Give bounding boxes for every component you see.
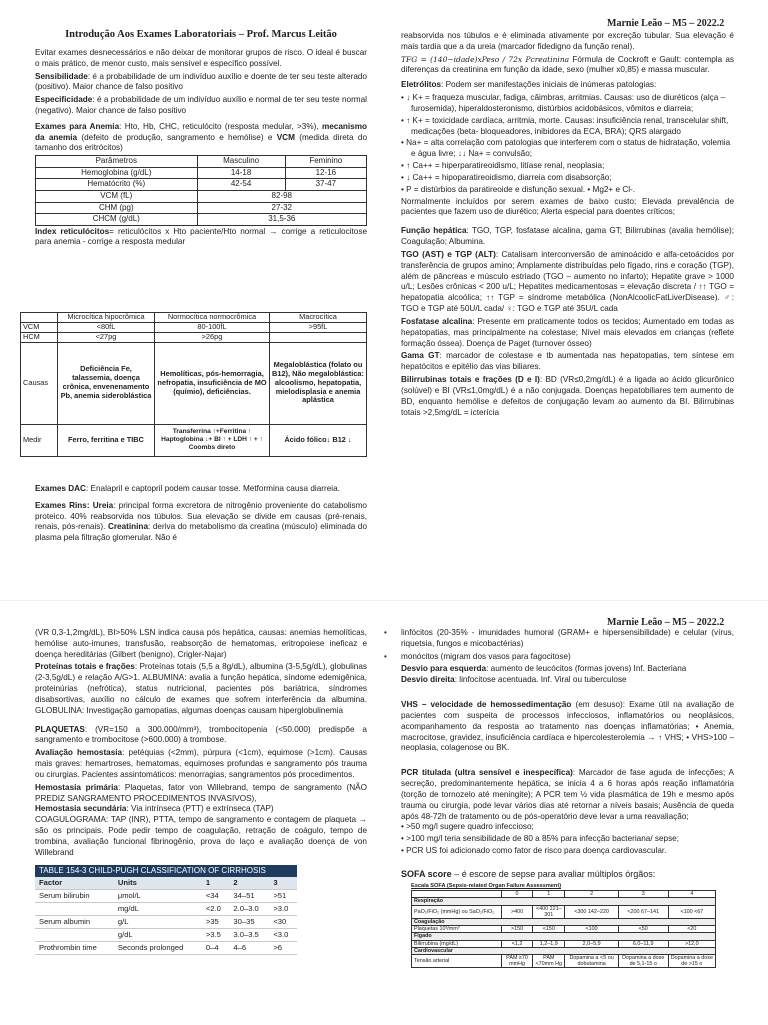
electrolytes-note: Normalmente incluídos por serem exames de baixo custo; Elevada prevalência de pacientes que fazem uso de diurético; Alerta especial para doentes críticos; — [401, 196, 734, 217]
sofa-caption: Escala SOFA (Sepsis-related Organ Failure Assessment) — [411, 882, 562, 889]
table-cell: Dopamina a dose de >15 o — [668, 954, 715, 967]
list-item: • ↓ K+ = fraqueza muscular, fadiga, câimbras, arritmias. Causas: uso de diuréticos (alça – furosemida), hiperaldosteronismo, distúrbios acidobásicos, vômitos e diarreia; — [401, 93, 726, 113]
table-header-cell: 2 — [565, 891, 618, 898]
table-row — [35, 877, 297, 890]
table-row — [36, 202, 367, 214]
table-cell: CHCM (g/dL) — [36, 214, 198, 226]
table-cell: Hemolíticas, pós-hemorragia, nefropatia, insuficiência de MO (químio), deficiências. — [155, 342, 270, 424]
table-header-cell: Normocítica normocrômica — [155, 313, 270, 323]
reference-values-table — [35, 155, 367, 225]
table-header-cell: 3 — [269, 877, 297, 890]
table-header-cell: 3 — [618, 891, 668, 898]
secondary-hemostasis: Hemostasia secundária: Via intrínseca (PTT) e extrínseca (TAP) — [35, 804, 274, 814]
table-cell: >400 — [502, 905, 533, 918]
table-row — [36, 167, 367, 179]
list-item: • ↑ Ca++ = hiperparatireoidismo, litíase renal, neoplasia; — [401, 161, 605, 171]
list-item: • PCR US foi adicionado como fator de risco para doença cardiovascular. — [401, 846, 667, 856]
tfg-formula: TFG = (140−idade)xPeso / 72x Pcreatinina — [401, 54, 570, 64]
table-cell: <50 — [618, 926, 668, 933]
table-cell: >51 — [269, 890, 297, 903]
table-cell: g/dL — [114, 929, 202, 942]
table-cell: 14-18 — [197, 167, 285, 179]
right-column — [401, 31, 734, 420]
table-row — [412, 947, 716, 954]
dac-paragraph: Exames DAC: Enalapril e captopril podem causar tosse. Metformina causa diarreia. — [35, 484, 340, 493]
table-cell: Transferrina ↑+Ferritina ↑ Haptoglobina ↓+ BI ↑ + LDH ↑ + ↑ Coombs direto — [155, 424, 270, 456]
platelets-paragraph: PLAQUETAS: (VR=150 a 300.000/mm³), trombocitopenia (<50.000) predispõe a sangramento e trombocitose (>600.000) à trombose. — [35, 724, 367, 745]
table-cell: Serum bilirubin — [35, 890, 114, 903]
table-cell: <34 — [202, 890, 230, 903]
creatinine-continued: reabsorvida nos túbulos e é eliminada ativamente por excreção tubular. Sua elevação é mais tardia que a da ureia (marcador fidedigno da função renal). — [401, 31, 734, 51]
table-cell: >3.5 — [202, 929, 230, 942]
proteins-paragraph: Proteínas totais e frações: Proteínas totais (5,5 a 8g/dL), albumina (3-5,5g/dL), globulinas (2-3,5g/dL) e relação A/G>1. ALBUMINA: avalia a função hepática, síndome edemigênica, proteinúrias (nefrótica), status nutricional, pacientes pós bariátrica, síndromes disabsortivas, auxílio no cálculo de exames que sofrem interferência da albumina. GLOBULINA: Investigação gamopatias, algumas doenças causam hiperglobulinemia — [35, 662, 367, 715]
section-label: Cardiovascular — [412, 947, 716, 954]
bilirubin-paragraph: Bilirrubinas totais e frações (D e I): BD (VR≤0,2mg/dL) é a ligada ao ácido glicurônico (solúvel) e BI (VR≤1,0mg/dL) é a não conjugada. Doenças hepatobiliares tem aumento de BD, enquanto hemólise e defeitos de conjugação levam ao aumento da BI. Bilirrubinas totais >2,5mg/dL = icterícia — [401, 375, 734, 417]
table-row — [21, 424, 367, 456]
table-header-cell: 4 — [668, 891, 715, 898]
table-cell — [35, 903, 114, 916]
table-header-cell: Feminino — [285, 156, 366, 168]
page-header: Marnie Leão – M5 – 2022.2 — [607, 617, 725, 628]
reticulocyte-paragraph: Index reticulócitos= reticulócitos x Hto paciente/Hto normal → corrige a reticulocitose para anemia - corrige a resposta medular — [35, 226, 367, 247]
table-header-cell: Factor — [35, 877, 114, 890]
table-row — [412, 918, 716, 925]
table-cell: 82-98 — [197, 190, 366, 202]
table-title: TABLE 154-3 CHILD-PUGH CLASSIFICATION OF CIRRHOSIS — [35, 865, 297, 878]
table-cell: Hemoglobina (g/dL) — [36, 167, 198, 179]
table-cell: Tensão arterial — [412, 954, 502, 967]
table-cell: mg/dL — [114, 903, 202, 916]
primary-hemostasis: Hemostasia primária: Plaquetas, fator von Willebrand, tempo de sangramento (NÃO PREDIZ SANGRAMENTO PROCEDIMENTOS INVASIVOS), — [35, 782, 367, 803]
ggt-paragraph: Gama GT: marcador de colestase e tb aumentada nas hepatopatias, tem síntese em hepatócitos e epitélio das vias biliares. — [401, 351, 734, 372]
left-column — [35, 628, 367, 955]
table-cell: Dopamina a <5 ou dobutamina — [565, 954, 618, 967]
table-row — [21, 313, 367, 323]
renal-paragraph: Exames Rins: Ureia: principal forma excretora de nitrogênio proveniente do catabolismo proteico. 40% reabsorvida nos túbulos. Sua elevação se divide em causas (pré-renais, renais, pós-renais). Creatinina: deriva do metabolismo da creatina (músculo) eliminada do plasma pela filtração glomerular. Não é — [35, 500, 367, 543]
list-item: • ↓ Ca++ = hipoparatireoidismo, diarreia com disabsorção; — [401, 172, 612, 182]
bilirubin-continued: (VR 0,3-1,2mg/dL), BI>50% LSN indica causa pós hepática, causas: anemias hemolíticas, hemólise auto-imunes, transfusão, reabsorção de hematomas, eritropoiese ineficaz e doença hereditárias (Gilbert (benigno), Crigler-Najar) — [35, 628, 367, 659]
section-label: Coagulação — [412, 918, 716, 925]
intro-paragraph: Evitar exames desnecessários e não deixar de monitorar grupos de risco. O ideal é buscar o mais prático, de menor custo, mais sensível e específico possível. — [35, 47, 367, 68]
sofa-title: SOFA score – é escore de sepse para avaliar múltiplos órgãos: — [401, 868, 656, 879]
list-item: • linfócitos (20-35% - imunidades humoral (GRAM+ e hipersensibilidade) e celular (vírus, riquetsia, fungos e micobactérias) — [384, 628, 734, 648]
table-row — [21, 342, 367, 424]
table-header-cell: Parâmetros — [36, 156, 198, 168]
coagulogram-paragraph: COAGULOGRAMA: TAP (INR), PTTA, tempo de sangramento e contagem de plaqueta → são os principais. Pode pedir tempo de coagulação, retração de coágulo, tempo de trombina, avaliação funcional fibrinogênio, prova do laço e avaliação doença de von Willebrand — [35, 815, 367, 857]
right-shift-paragraph: Desvio direita: linfocitose acentuada. Inf. Viral ou tuberculose — [401, 675, 627, 685]
table-cell: VCM — [21, 322, 58, 332]
table-cell: Prothrombin time — [35, 942, 114, 955]
left-bottom-text — [35, 484, 367, 546]
table-row — [21, 322, 367, 332]
table-cell: Ácido fólico↓ B12 ↓ — [270, 424, 367, 456]
table-cell — [35, 929, 114, 942]
table-cell: 42-54 — [197, 179, 285, 191]
table-cell: <20 — [668, 926, 715, 933]
child-pugh-table-figure — [35, 865, 297, 956]
table-header-cell: 0 — [502, 891, 533, 898]
table-cell: PAM ≥70 mmHg — [502, 954, 533, 967]
table-cell: <400 221–301 — [533, 905, 565, 918]
table-cell: <1,2 — [502, 940, 533, 947]
table-row — [36, 214, 367, 226]
table-row — [412, 905, 716, 918]
left-shift-paragraph: Desvio para esquerda: aumento de leucócitos (formas jovens) Inf. Bacteriana — [401, 664, 687, 674]
table-header-cell: Macrocítica — [270, 313, 367, 323]
table-cell: <27pg — [58, 332, 155, 342]
table-header-cell: Microcítica hipocrômica — [58, 313, 155, 323]
table-row — [21, 332, 367, 342]
sensitivity-paragraph: Sensibilidade: é a probabilidade de um indivíduo auxílio e doente de ter seu teste alterado (positivo). Maior chance de falso positivo — [35, 71, 367, 92]
list-item: • Na+ = alta correlação com patologias que interferem com o status de hidratação, volemia e água livre; ↓↓ Na+ = convulsão; — [401, 138, 731, 159]
table-cell — [21, 313, 58, 323]
table-cell: Plaquetas 10³/mm³ — [412, 926, 502, 933]
table-cell: 3.0–3.5 — [229, 929, 269, 942]
table-row — [412, 940, 716, 947]
table-cell: <100 <67 — [668, 905, 715, 918]
left-column — [35, 28, 367, 250]
table-cell: >35 — [202, 916, 230, 929]
tfg-paragraph: TFG = (140−idade)xPeso / 72x Pcreatinina Fórmula de Cockroft e Gault: contempla as diferenças da creatinina em função da idade, sexo (mulher x0,85) e massa muscular. — [401, 54, 734, 75]
table-cell: <2.0 — [202, 903, 230, 916]
table-cell: μmol/L — [114, 890, 202, 903]
table-cell: Causas — [21, 342, 58, 424]
list-item: • >50 mg/l sugere quadro infeccioso; — [401, 822, 534, 832]
table-row — [36, 190, 367, 202]
hepatic-paragraph: Função hepática: TGO, TGP, fosfatase alcalina, gama GT; Bilirrubinas (avalia hemólise); Coagulação; Albumina. — [401, 226, 734, 247]
table-cell: VCM (fL) — [36, 190, 198, 202]
table-cell: <200 67–141 — [618, 905, 668, 918]
right-column — [384, 628, 734, 968]
page-2 — [0, 600, 768, 1025]
table-cell: <80fL — [58, 322, 155, 332]
section-label: Respiração — [412, 898, 716, 905]
table-cell: <3.0 — [269, 929, 297, 942]
table-cell: <150 — [533, 926, 565, 933]
table-cell: PaO₂/FiO₂ (mmHg) ou SaO₂/FiO₂ — [412, 905, 502, 918]
list-item: • ↑ K+ = toxicidade cardíaca, arritmia, morte. Causas: insuficiência renal, transcelular shift, medicações (beta- bloqueadores, inibidores da ECA, BRA); QRS alargado — [401, 115, 729, 136]
table-header-cell: 1 — [202, 877, 230, 890]
table-cell: Ferro, ferritina e TIBC — [58, 424, 155, 456]
table-cell: 0–4 — [202, 942, 230, 955]
table-cell: <30 — [269, 916, 297, 929]
table-cell: <100 — [565, 926, 618, 933]
sofa-table — [411, 890, 716, 968]
table-cell: 12-16 — [285, 167, 366, 179]
specificity-paragraph: Especificidade: é a probabilidade de um indivíduo auxílio e normal de ter seu teste normal (negativo). Maior chance de falso positivo — [35, 95, 367, 115]
table-cell: >3.0 — [269, 903, 297, 916]
anemia-classification-table — [20, 312, 367, 457]
table-header-cell: Masculino — [197, 156, 285, 168]
table-cell: >26pg — [155, 332, 270, 342]
table-cell: Medir — [21, 424, 58, 456]
table-header-cell: 2 — [229, 877, 269, 890]
table-header-cell: 1 — [533, 891, 565, 898]
table-cell — [270, 332, 367, 342]
table-row — [412, 891, 716, 898]
table-cell: 4–6 — [229, 942, 269, 955]
table-cell: 37-47 — [285, 179, 366, 191]
table-row — [36, 179, 367, 191]
transaminases-paragraph: TGO (AST) e TGP (ALT): Catalisam interconversão de aminoácido e alfa-cetoácidos por transferência de grupos amino; Amplamente distribuídas pelo fígado, rins e coração (TGP), além de pâncreas e músculo estriado (TGO – aumento no infarto); Hepatite grave > 1000 u/L; Lesões crônicas < 200 u/L; Hepatites medicamentosas = elevação discreta / ↑↑ TGO = hepatopatia alcoólica; ↑↑ TGP = síndrome metabólica (NonAlcoolicFatLiverDisease). ♂: TGO e TGP até 50U/L cada/ ♀: TGO e TGP até 35U/L cada — [401, 249, 734, 314]
table-cell: Deficiência Fe, talassemia, doença crônica, envenenamento Pb, anemia sideroblástica — [58, 342, 155, 424]
table-cell: 30–35 — [229, 916, 269, 929]
page-header: Marnie Leão – M5 – 2022.2 — [607, 18, 725, 29]
table-row — [412, 898, 716, 905]
table-cell: >95fL — [270, 322, 367, 332]
table-row — [35, 916, 297, 929]
pcr-paragraph: PCR titulada (ultra sensível e inespecífica): Marcador de fase aguda de infecções; A secreção, predominantemente hepática, se inicia 4 a 6 horas após reação inflamatória (torção de tornozelo até meningite); A PCR tem ½ vida plasmática de 19h e mesmo após trauma ou cirurgia, pode levar vários dias até retornar a níveis basais; Ausência de queda após 48-72h de tratamento ou de pós-operatório deve levar a uma reavaliação; — [401, 768, 735, 821]
table-cell: Dopamina a dose de 5,1-15 o — [618, 954, 668, 967]
table-cell: g/L — [114, 916, 202, 929]
hemostasis-paragraph: Avaliação hemostasia: petéquias (<2mm), púrpura (<1cm), equimose (>1cm). Causas mais graves: hemartroses, hematomas, equimoses profundas e sangramento pós trauma ou cirurgias. Pacientes assintomáticos: menorragias, sangramentos pós procedimentos. — [35, 748, 367, 779]
table-row — [35, 903, 297, 916]
table-cell: 1,2–1,9 — [533, 940, 565, 947]
table-cell: HCM — [21, 332, 58, 342]
table-cell: Megaloblástica (folato ou B12), Não megaloblástica: alcoolismo, hepatopatia, mielodisplasia e anemia aplástica — [270, 342, 367, 424]
sofa-table-figure — [411, 883, 716, 969]
table-row — [412, 926, 716, 933]
table-cell: Serum albumin — [35, 916, 114, 929]
vhs-paragraph: VHS – velocidade de hemossedimentação (em desuso): Exame útil na avaliação de pacientes com suspeita de processos infecciosos, inflamatórios ou neoplásicos, acompanhamento da resposta ao tratamento nas doenças inflamatórias; • Anemia, macrocitose, gravidez, insuficiência cardíaca e hipercolesterolemia → ↑ VHS; • VHS>100 – neoplasia, colagenose ou BK. — [401, 700, 734, 753]
table-cell: Bilirrubina (mg/dL) — [412, 940, 502, 947]
child-pugh-table — [35, 865, 297, 956]
list-item: • P = distúrbios da paratireoide e disfunção sexual. • Mg2+ e Cl-. — [401, 184, 636, 194]
table-cell: >12,0 — [668, 940, 715, 947]
anemia-paragraph: Exames para Anemia: Hto, Hb, CHC, reticulócito (resposta medular, >3%), mecanismo da anemia (defeito de produção, sangramento e hemólise) e VCM (medida direta do tamanho dos eritrócitos) — [35, 121, 367, 153]
table-row — [412, 954, 716, 967]
electrolytes-title: Eletrólitos: Podem ser manifestações iniciais de inúmeras patologias: — [401, 80, 657, 90]
list-item: • >100 mg/l teria sensibilidade de 80 a 85% para infecção bacteriana/ sepse; — [401, 834, 680, 844]
table-header-cell — [412, 891, 502, 898]
table-row — [35, 942, 297, 955]
table-cell: <300 142–220 — [565, 905, 618, 918]
list-item: • monócitos (migram dos vasos para fagocitose) — [384, 651, 571, 661]
document-title: Introdução Aos Exames Laboratoriais – Prof. Marcus Leitão — [65, 29, 337, 40]
table-cell: 2.0–3.0 — [229, 903, 269, 916]
table-row — [35, 890, 297, 903]
table-cell: PAM <70mm Hg — [533, 954, 565, 967]
table-cell: 80-100fL — [155, 322, 270, 332]
anemia-classification-block — [20, 312, 367, 457]
table-header-cell: Units — [114, 877, 202, 890]
table-cell: >150 — [502, 926, 533, 933]
table-cell: Hematócrito (%) — [36, 179, 198, 191]
table-cell: 6,0–11,9 — [618, 940, 668, 947]
section-label: Fígado — [412, 933, 716, 940]
table-cell: CHM (pg) — [36, 202, 198, 214]
table-cell: 31,5-36 — [197, 214, 366, 226]
alkaline-phosphatase-paragraph: Fosfatase alcalina: Presente em praticamente todos os tecidos; Aumentado em todas as hepatopatias, mas principalmente na colestase; Nível mais elevados em crianças (reflete formação óssea). Doença de Paget (turnover ósseo) — [401, 316, 734, 348]
table-row — [35, 929, 297, 942]
table-cell: 34–51 — [229, 890, 269, 903]
table-row — [412, 933, 716, 940]
table-cell: Seconds prolonged — [114, 942, 202, 955]
table-cell: 2,0–5,9 — [565, 940, 618, 947]
table-cell: >6 — [269, 942, 297, 955]
table-cell: 27-32 — [197, 202, 366, 214]
